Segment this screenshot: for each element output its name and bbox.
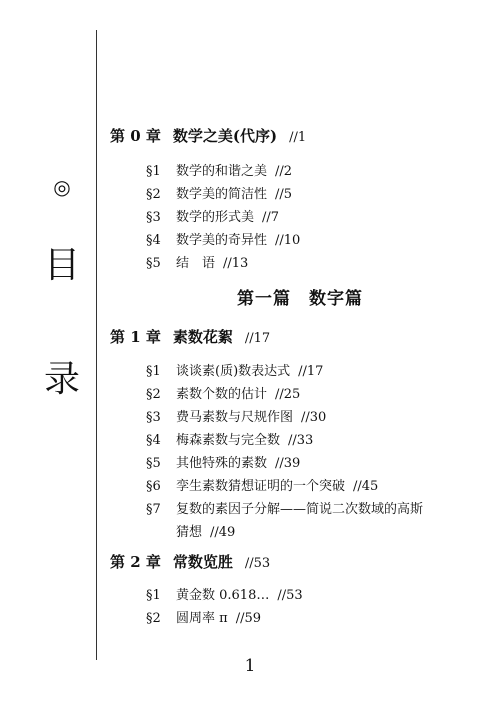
chapter-0[interactable] [110, 125, 306, 146]
section-number: §3 [146, 210, 161, 225]
section-page: //30 [301, 410, 327, 425]
section-title: 孪生素数猜想证明的一个突破 [176, 479, 346, 494]
section-page: //45 [353, 479, 379, 494]
section-item[interactable] [146, 183, 292, 202]
section-page: //49 [210, 525, 236, 540]
section-number: §1 [146, 364, 161, 379]
section-page: //59 [235, 611, 261, 626]
section-title: 数学美的简洁性 [176, 187, 268, 202]
section-page: //25 [275, 387, 301, 402]
section-number: §6 [146, 479, 161, 494]
section-item[interactable] [146, 498, 431, 517]
section-title: 谈谈素(质)数表达式 [176, 364, 291, 379]
section-title: 数学美的奇异性 [176, 233, 268, 248]
section-page: //2 [275, 164, 293, 179]
section-item[interactable] [146, 429, 313, 448]
section-item[interactable] [146, 584, 303, 603]
section-page: //5 [275, 187, 293, 202]
section-number: §3 [146, 410, 161, 425]
section-page: //33 [288, 433, 314, 448]
section-item[interactable] [146, 160, 292, 179]
section-page: //7 [262, 210, 280, 225]
section-page: //53 [277, 588, 303, 603]
section-number: §2 [146, 387, 161, 402]
toc-sidebar [40, 175, 84, 407]
section-number: §1 [146, 164, 161, 179]
section-item[interactable] [146, 475, 378, 494]
section-page: //10 [275, 233, 301, 248]
section-number: §5 [146, 456, 161, 471]
section-item[interactable] [146, 406, 326, 425]
section-title: 梅森素数与完全数 [176, 433, 281, 448]
section-item[interactable] [146, 360, 323, 379]
section-title: 费马素数与尺规作图 [176, 410, 294, 425]
toc-heading-char-2: 录 [43, 359, 80, 400]
section-item[interactable] [146, 607, 261, 626]
section-page: //39 [275, 456, 301, 471]
chapter-page: //53 [244, 556, 271, 571]
chapter-page: //17 [244, 331, 271, 346]
chapter-number: 第 2 章 [110, 553, 161, 571]
section-title: 数学的形式美 [176, 210, 255, 225]
section-page: //17 [298, 364, 324, 379]
section-title: 圆周率 π [176, 611, 228, 626]
section-number: §4 [146, 433, 161, 448]
section-item[interactable] [146, 229, 300, 248]
chapter-title: 素数花絮 [172, 328, 233, 346]
section-item[interactable] [146, 383, 300, 402]
chapter-page: //1 [289, 130, 307, 145]
page-number: 1 [244, 656, 256, 676]
section-page: //13 [223, 256, 249, 271]
section-number: §5 [146, 256, 161, 271]
chapter-title: 常数览胜 [172, 553, 233, 571]
chapter-2[interactable] [110, 551, 270, 572]
chapter-1[interactable] [110, 326, 270, 347]
section-item[interactable] [146, 252, 248, 271]
section-title: 其他特殊的素数 [176, 456, 268, 471]
section-title: 数学的和谐之美 [176, 164, 268, 179]
toc-heading-char-1: 目 [43, 245, 80, 286]
vertical-rule [96, 30, 97, 660]
section-title: 素数个数的估计 [176, 387, 268, 402]
section-title: 复数的素因子分解——简说二次数域的高斯 [176, 502, 424, 517]
section-number: §7 [146, 502, 161, 517]
section-item[interactable] [146, 452, 300, 471]
section-number: §1 [146, 588, 161, 603]
section-title: 结 语 [176, 256, 216, 271]
section-number: §2 [146, 611, 161, 626]
chapter-title: 数学之美(代序) [172, 127, 278, 145]
part-title: 第一篇 数字篇 [237, 289, 363, 309]
section-item[interactable] [146, 206, 279, 225]
section-number: §2 [146, 187, 161, 202]
chapter-number: 第 1 章 [110, 328, 161, 346]
section-item-continuation[interactable] [176, 521, 235, 540]
bullet-icon: ◎ [53, 175, 71, 199]
section-title: 黄金数 0.618… [176, 588, 270, 603]
section-number: §4 [146, 233, 161, 248]
section-title: 猜想 [176, 525, 203, 540]
chapter-number: 第 0 章 [110, 127, 161, 145]
